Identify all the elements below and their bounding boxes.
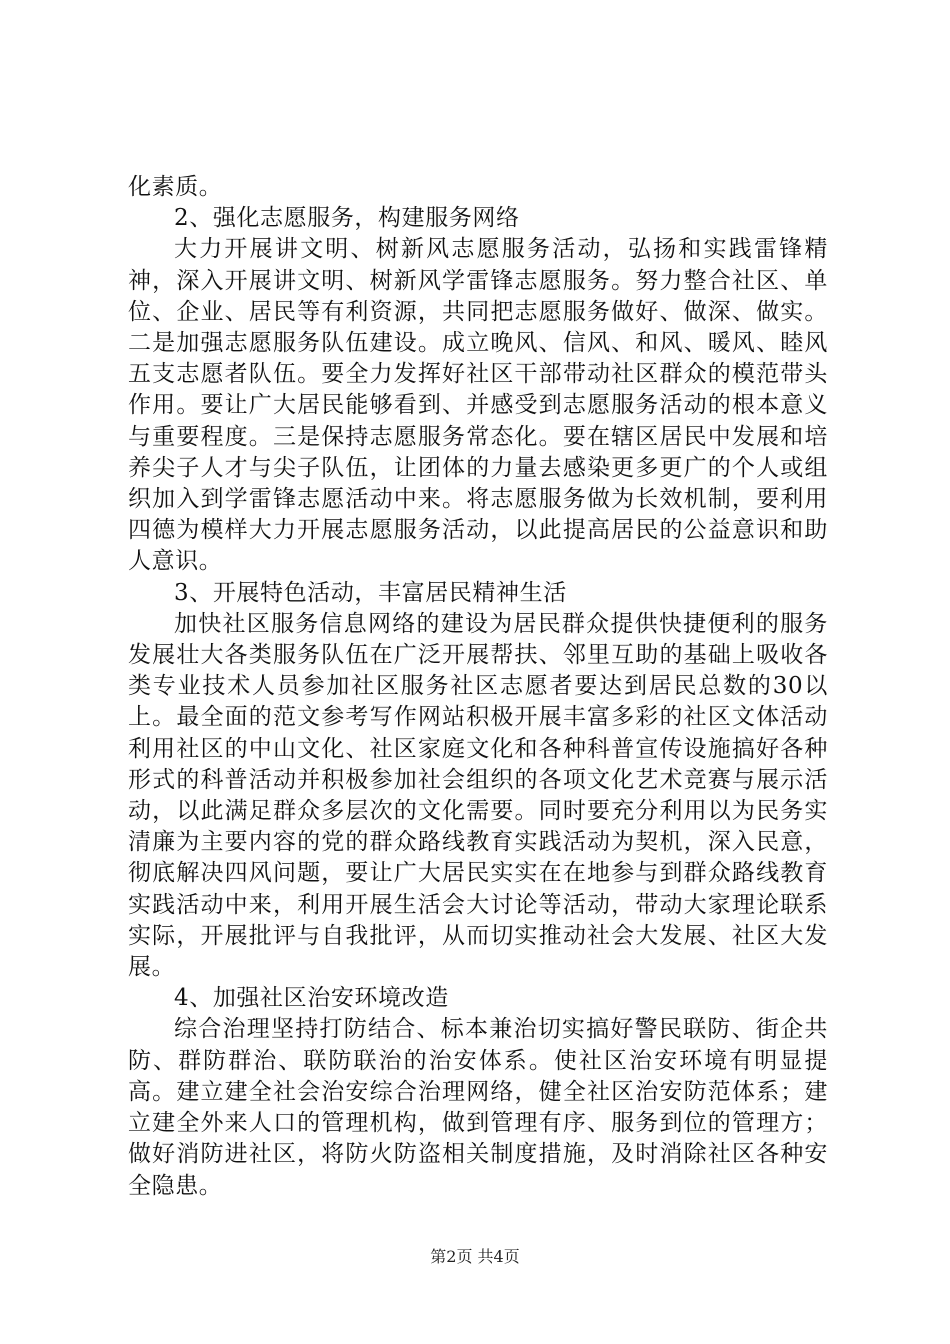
paragraph-public-security: 综合治理坚持打防结合、标本兼治切实搞好警民联防、街企共防、群防群治、联防联治的治安体系。使社区治安环境有明显提高。建立建全社会治安综合治理网络，健全社区治安防范体系；建立建全外来人口的管理机构，做到管理有序、服务到位的管理方；做好消防进社区，将防火防盗相关制度措施，及时消除社区各种安全隐患。 (128, 1016, 828, 1199)
section-heading-2: 2、强化志愿服务，构建服务网络 (174, 205, 520, 232)
paragraph-continuation: 化素质。 (128, 174, 223, 200)
document-body (128, 172, 828, 1202)
page-number-footer: 第2页 共4页 (430, 1247, 520, 1266)
paragraph-volunteer-service: 大力开展讲文明、树新风志愿服务活动，弘扬和实践雷锋精神，深入开展讲文明、树新风学雷锋志愿服务。努力整合社区、单位、企业、居民等有利资源，共同把志愿服务做好、做深、做实。二是加强志愿服务队伍建设。成立晚风、信风、和风、暖风、睦风五支志愿者队伍。要全力发挥好社区干部带动社区群众的模范带头作用。要让广大居民能够看到、并感受到志愿服务活动的根本意义与重要程度。三是保持志愿服务常态化。要在辖区居民中发展和培养尖子人才与尖子队伍，让团体的力量去感染更多更广的个人或组织加入到学雷锋志愿活动中来。将志愿服务做为长效机制，要利用四德为模样大力开展志愿服务活动，以此提高居民的公益意识和助人意识。 (128, 236, 828, 575)
section-heading-4: 4、加强社区治安环境改造 (174, 985, 449, 1012)
paragraph-special-activities: 加快社区服务信息网络的建设为居民群众提供快捷便利的服务发展壮大各类服务队伍在广泛开展帮扶、邻里互助的基础上吸收各类专业技术人员参加社区服务社区志愿者要达到居民总数的30以上。最全面的范文参考写作网站积极开展丰富多彩的社区文体活动利用社区的中山文化、社区家庭文化和各种科普宣传设施搞好各种形式的科普活动并积极参加社会组织的各项文化艺术竞赛与展示活动，以此满足群众多层次的文化需要。同时要充分利用以为民务实清廉为主要内容的党的群众路线教育实践活动为契机，深入民意，彻底解决四风问题，要让广大居民实实在在地参与到群众路线教育实践活动中来，利用开展生活会大讨论等活动，带动大家理论联系实际，开展批评与自我批评，从而切实推动社会大发展、社区大发展。 (128, 610, 828, 981)
section-heading-3: 3、开展特色活动，丰富居民精神生活 (174, 579, 567, 606)
